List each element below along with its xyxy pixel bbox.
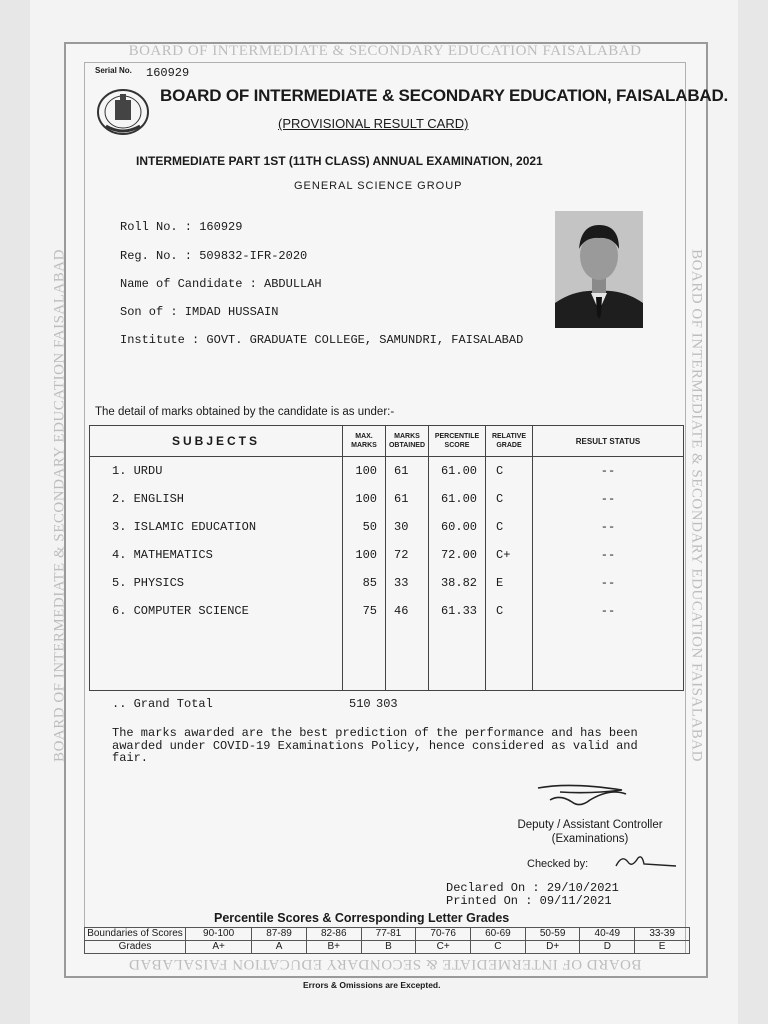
header-relative-grade: RELATIVE GRADE <box>486 426 533 457</box>
checker-signature <box>612 850 682 872</box>
header-marks-obtained: MARKS OBTAINED <box>386 426 429 457</box>
covid-policy-note: The marks awarded are the best prediction of the performance and has been awarded under COVID-19 Examinations Policy, hence considered as valid and fair. <box>112 726 638 765</box>
grade-cell: C <box>471 941 526 954</box>
relative-grade: C <box>486 513 533 541</box>
max-marks: 100 <box>343 485 386 513</box>
subject-name: 1. URDU <box>112 464 163 478</box>
grade-cell: B <box>361 941 416 954</box>
border-text-bottom: BOARD OF INTERMEDIATE & SECONDARY EDUCATION FAISALABAD <box>128 956 642 972</box>
grade-cell: E <box>635 941 690 954</box>
marks-obtained: 72 <box>386 541 429 569</box>
candidate-photo <box>555 211 643 328</box>
grade-cell: C+ <box>416 941 471 954</box>
header-max-marks: MAX. MARKS <box>343 426 386 457</box>
marks-obtained: 61 <box>386 457 429 486</box>
exam-title: INTERMEDIATE PART 1ST (11TH CLASS) ANNUAL EXAMINATION, 2021 <box>136 154 543 168</box>
serial-label: Serial No. <box>95 66 132 75</box>
percentile-score: 61.33 <box>429 597 486 625</box>
grand-total-label: .. Grand Total <box>112 697 213 711</box>
marks-obtained: 61 <box>386 485 429 513</box>
serial-number: 160929 <box>146 66 190 80</box>
board-title: BOARD OF INTERMEDIATE & SECONDARY EDUCATION, FAISALABAD. <box>160 86 729 105</box>
grade-cell: A+ <box>186 941 252 954</box>
boundaries-label: Boundaries of Scores <box>85 928 186 941</box>
result-status: -- <box>533 541 684 569</box>
grand-total-max: 510 <box>349 697 371 711</box>
table-row <box>90 513 684 541</box>
boundary-cell: 40-49 <box>580 928 635 941</box>
institute-name: Institute : GOVT. GRADUATE COLLEGE, SAMUNDRI, FAISALABAD <box>120 333 524 347</box>
percentile-score: 38.82 <box>429 569 486 597</box>
percentile-score: 61.00 <box>429 457 486 486</box>
boundary-cell: 82-86 <box>306 928 361 941</box>
relative-grade: C <box>486 457 533 486</box>
board-logo-icon <box>96 86 150 136</box>
subject-name: 3. ISLAMIC EDUCATION <box>112 520 257 534</box>
header-result-status: RESULT STATUS <box>533 426 684 457</box>
roll-number: Roll No. : 160929 <box>120 220 243 234</box>
subject-name: 2. ENGLISH <box>112 492 185 506</box>
grand-total-obtained: 303 <box>376 697 398 711</box>
marks-obtained: 33 <box>386 569 429 597</box>
max-marks: 100 <box>343 457 386 486</box>
boundary-cell: 60-69 <box>471 928 526 941</box>
grade-cell: A <box>252 941 307 954</box>
declared-on: Declared On : 29/10/2021 <box>446 881 619 895</box>
relative-grade: C <box>486 597 533 625</box>
boundary-cell: 90-100 <box>186 928 252 941</box>
father-name: Son of : IMDAD HUSSAIN <box>120 305 279 319</box>
card-title: (PROVISIONAL RESULT CARD) <box>278 116 469 131</box>
grade-boundaries-table <box>84 927 690 954</box>
subject-name: 4. MATHEMATICS <box>112 548 213 562</box>
percentile-score: 61.00 <box>429 485 486 513</box>
boundary-cell: 33-39 <box>635 928 690 941</box>
relative-grade: C <box>486 485 533 513</box>
boundary-cell: 70-76 <box>416 928 471 941</box>
footer-disclaimer: Errors & Omissions are Excepted. <box>303 980 441 990</box>
grade-cell: D+ <box>525 941 580 954</box>
result-status: -- <box>533 513 684 541</box>
controller-title: Deputy / Assistant Controller <box>517 819 663 831</box>
max-marks: 50 <box>343 513 386 541</box>
controller-designation <box>502 818 678 846</box>
result-status: -- <box>533 569 684 597</box>
table-filler-row <box>90 625 684 691</box>
percentile-grades-title: Percentile Scores & Corresponding Letter Grades <box>214 911 510 925</box>
group-name: GENERAL SCIENCE GROUP <box>294 180 463 192</box>
result-status: -- <box>533 485 684 513</box>
marks-obtained: 46 <box>386 597 429 625</box>
subject-name: 5. PHYSICS <box>112 576 185 590</box>
marks-obtained: 30 <box>386 513 429 541</box>
controller-signature <box>530 780 630 816</box>
result-status: -- <box>533 457 684 486</box>
border-text-left: BOARD OF INTERMEDIATE & SECONDARY EDUCATION FAISALABAD <box>51 249 68 762</box>
result-status: -- <box>533 597 684 625</box>
border-text-right: BOARD OF INTERMEDIATE & SECONDARY EDUCATION FAISALABAD <box>688 249 705 762</box>
grade-cell: B+ <box>306 941 361 954</box>
boundary-cell: 50-59 <box>525 928 580 941</box>
marks-caption: The detail of marks obtained by the candidate is as under:- <box>95 406 395 418</box>
table-row <box>90 485 684 513</box>
candidate-name: Name of Candidate : ABDULLAH <box>120 277 322 291</box>
boundaries-row <box>85 928 690 941</box>
max-marks: 75 <box>343 597 386 625</box>
max-marks: 100 <box>343 541 386 569</box>
marks-table <box>89 425 684 691</box>
percentile-score: 72.00 <box>429 541 486 569</box>
table-row <box>90 457 684 486</box>
table-row <box>90 569 684 597</box>
checked-by-label: Checked by: <box>527 858 589 870</box>
max-marks: 85 <box>343 569 386 597</box>
table-row <box>90 597 684 625</box>
grades-row <box>85 941 690 954</box>
header-subjects: SUBJECTS <box>90 426 343 457</box>
subject-name: 6. COMPUTER SCIENCE <box>112 604 249 618</box>
printed-on: Printed On : 09/11/2021 <box>446 894 612 908</box>
relative-grade: E <box>486 569 533 597</box>
percentile-score: 60.00 <box>429 513 486 541</box>
date-block <box>446 882 619 908</box>
header-percentile: PERCENTILE SCORE <box>429 426 486 457</box>
border-text-top: BOARD OF INTERMEDIATE & SECONDARY EDUCATION FAISALABAD <box>128 43 642 59</box>
boundary-cell: 87-89 <box>252 928 307 941</box>
registration-number: Reg. No. : 509832-IFR-2020 <box>120 249 308 263</box>
marks-table-header <box>90 426 684 457</box>
grade-cell: D <box>580 941 635 954</box>
table-row <box>90 541 684 569</box>
grades-label: Grades <box>85 941 186 954</box>
controller-subtitle: (Examinations) <box>551 833 629 845</box>
boundary-cell: 77-81 <box>361 928 416 941</box>
relative-grade: C+ <box>486 541 533 569</box>
